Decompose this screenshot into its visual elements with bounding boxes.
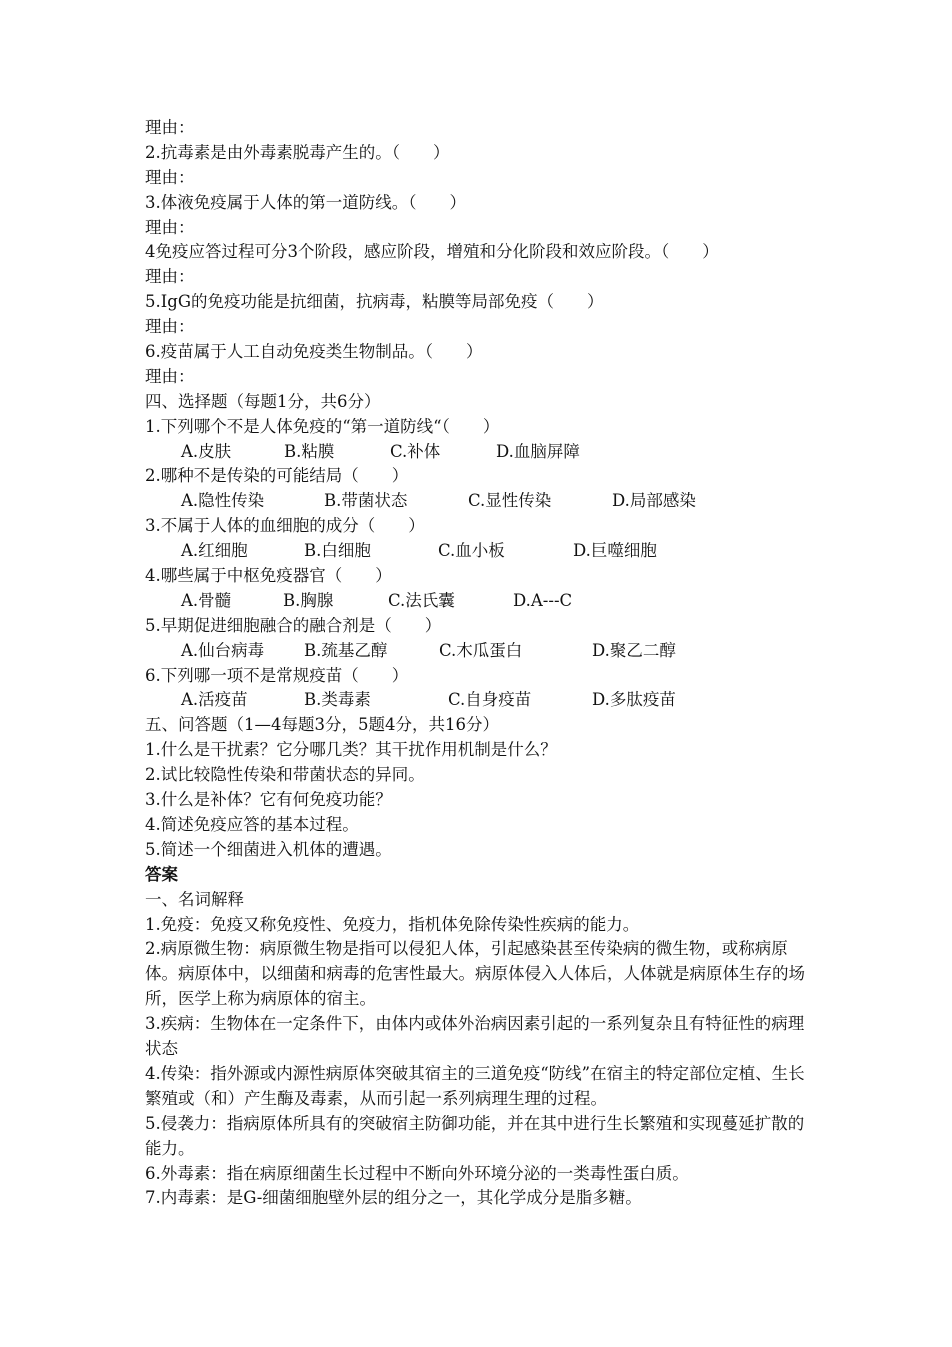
choice-options: [145, 440, 817, 465]
answers-section-heading: 一、名词解释: [145, 889, 244, 909]
reason-label: 理由：: [145, 167, 195, 187]
qa-item: 1.什么是干扰素？它分哪几类？其干扰作用机制是什么？: [145, 740, 557, 760]
choice-option: C.法氏囊: [388, 590, 455, 610]
choice-option: D.多肽疫苗: [592, 690, 676, 710]
choice-question: 1.下列哪个不是人体免疫的“第一道防线“（ ）: [145, 416, 500, 436]
choice-option: B.类毒素: [304, 690, 371, 710]
reason-label: 理由：: [145, 317, 195, 337]
choice-option: B.粘膜: [284, 441, 335, 461]
choice-option: B.白细胞: [304, 541, 371, 561]
choice-option: D.局部感染: [612, 491, 696, 511]
choice-question: 3.不属于人体的血细胞的成分（ ）: [145, 516, 425, 536]
choice-option: C.血小板: [438, 541, 505, 561]
choice-option: B.胸腺: [283, 590, 334, 610]
judgement-statement: 2.抗毒素是由外毒素脱毒产生的。（ ）: [145, 142, 450, 162]
choice-option: A.隐性传染: [181, 491, 265, 511]
choice-option: C.自身疫苗: [448, 690, 532, 710]
judgement-statement: 4免疫应答过程可分3个阶段，感应阶段，增殖和分化阶段和效应阶段。（ ）: [145, 242, 719, 262]
judgement-statement: 6.疫苗属于人工自动免疫类生物制品。（ ）: [145, 342, 483, 362]
section-heading-choice: 四、选择题（每题1分，共6分）: [145, 391, 381, 411]
choice-option: A.仙台病毒: [181, 640, 265, 660]
document-page: [145, 116, 817, 1211]
choice-options: [145, 489, 817, 514]
qa-item: 4.简述免疫应答的基本过程。: [145, 814, 359, 834]
choice-option: D.聚乙二醇: [592, 640, 676, 660]
reason-label: 理由：: [145, 366, 195, 386]
answer-item: 7.内毒素：是G-细菌细胞壁外层的组分之一，其化学成分是脂多糖。: [145, 1188, 642, 1208]
choice-options: [145, 539, 817, 564]
answer-item: 5.侵袭力：指病原体所具有的突破宿主防御功能，并在其中进行生长繁殖和实现蔓延扩散的能力。: [145, 1113, 805, 1158]
choice-options: [145, 688, 817, 713]
reason-label: 理由：: [145, 217, 195, 237]
answer-item: 3.疾病：生物体在一定条件下，由体内或体外治病因素引起的一系列复杂且有特征性的病理状态: [145, 1014, 805, 1059]
choice-option: D.A---C: [513, 590, 573, 610]
choice-option: C.补体: [390, 441, 441, 461]
answer-item: 2.病原微生物：病原微生物是指可以侵犯人体，引起感染甚至传染病的微生物，或称病原体。病原体中，以细菌和病毒的危害性最大。病原体侵入人体后，人体就是病原体生存的场所，医学上称为病原体的宿主。: [145, 939, 805, 1009]
choice-question: 4.哪些属于中枢免疫器官（ ）: [145, 566, 392, 586]
choice-option: B.巯基乙醇: [304, 640, 388, 660]
choice-option: A.骨髓: [181, 590, 232, 610]
choice-option: A.皮肤: [181, 441, 232, 461]
choice-option: C.木瓜蛋白: [439, 640, 523, 660]
choice-options: [145, 639, 817, 664]
choice-option: D.血脑屏障: [496, 441, 580, 461]
section-heading-qa: 五、问答题（1—4每题3分，5题4分，共16分）: [145, 715, 499, 735]
choice-options: [145, 589, 817, 614]
choice-question: 2.哪种不是传染的可能结局（ ）: [145, 466, 409, 486]
choice-option: A.活疫苗: [181, 690, 248, 710]
qa-item: 3.什么是补体？它有何免疫功能？: [145, 790, 392, 810]
answers-heading: 答案: [145, 864, 178, 884]
answer-item: 6.外毒素：指在病原细菌生长过程中不断向外环境分泌的一类毒性蛋白质。: [145, 1163, 689, 1183]
judgement-statement: 3.体液免疫属于人体的第一道防线。（ ）: [145, 192, 466, 212]
answer-item: 4.传染：指外源或内源性病原体突破其宿主的三道免疫“防线”在宿主的特定部位定植、生长繁殖或（和）产生酶及毒素，从而引起一系列病理生理的过程。: [145, 1063, 805, 1108]
qa-item: 5.简述一个细菌进入机体的遭遇。: [145, 839, 392, 859]
choice-option: D.巨噬细胞: [573, 541, 657, 561]
choice-option: A.红细胞: [181, 541, 248, 561]
qa-item: 2.试比较隐性传染和带菌状态的异同。: [145, 765, 425, 785]
choice-option: C.显性传染: [468, 491, 552, 511]
choice-question: 6.下列哪一项不是常规疫苗（ ）: [145, 665, 409, 685]
reason-label: 理由：: [145, 267, 195, 287]
reason-label: 理由：: [145, 118, 195, 137]
choice-option: B.带菌状态: [324, 491, 408, 511]
judgement-statement: 5.IgG的免疫功能是抗细菌，抗病毒，粘膜等局部免疫（ ）: [145, 292, 604, 312]
choice-question: 5.早期促进细胞融合的融合剂是（ ）: [145, 615, 442, 635]
answer-item: 1.免疫：免疫又称免疫性、免疫力，指机体免除传染性疾病的能力。: [145, 914, 640, 934]
